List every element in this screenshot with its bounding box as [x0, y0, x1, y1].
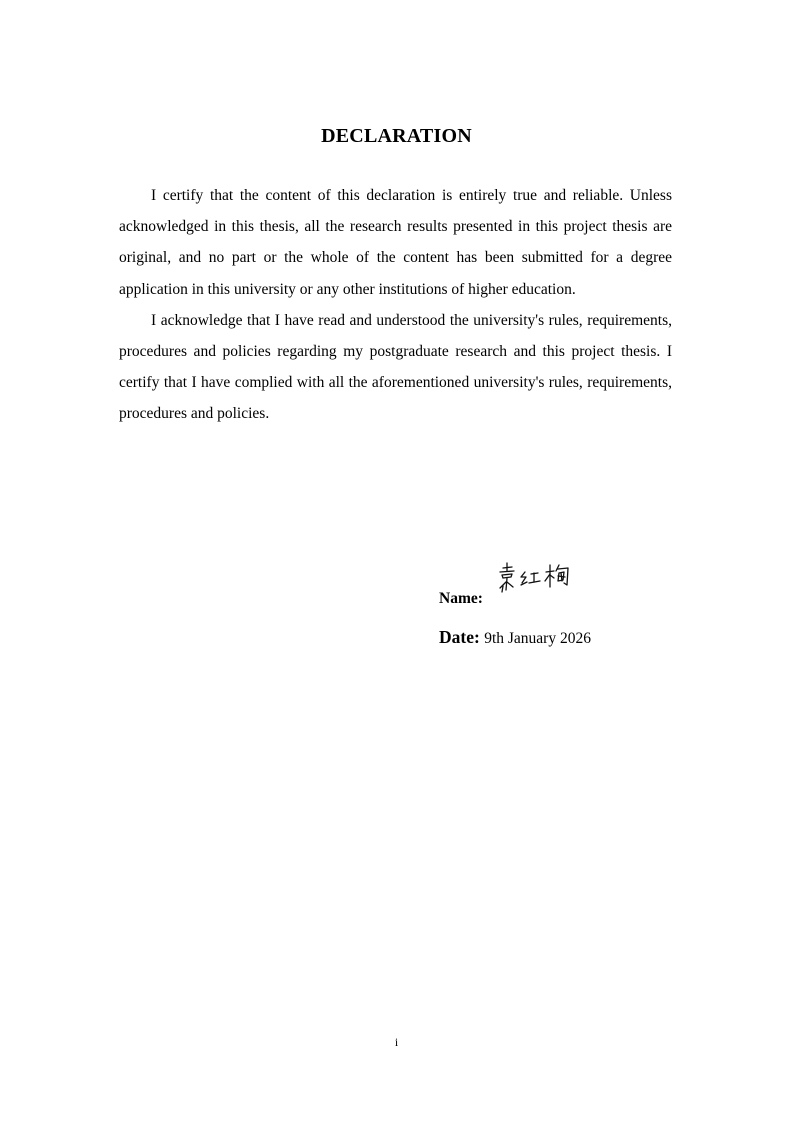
- signature-block: [439, 560, 739, 660]
- declaration-paragraph-1: I certify that the content of this declaration is entirely true and reliable. Unless acknowledged in this thesis, all the research results presented in this project thesis are original, and no part or the whole of the content has been submitted for a degree application in this university or any other institutions of higher education.: [119, 187, 672, 298]
- declaration-paragraph-2: I acknowledge that I have read and understood the university's rules, requirements, procedures and policies regarding my postgraduate research and this project thesis. I certify that I have complied with all the aforementioned university's rules, requirements, procedures and policies.: [119, 311, 672, 423]
- date-label: Date:: [439, 627, 485, 647]
- handwritten-signature: [494, 560, 584, 604]
- name-label: Name:: [439, 590, 483, 607]
- date-row: [439, 627, 591, 648]
- page-number: i: [394, 1035, 399, 1049]
- name-row: [439, 590, 483, 608]
- page-title: DECLARATION: [321, 125, 472, 147]
- declaration-body: [119, 180, 672, 430]
- date-value: 9th January 2026: [484, 630, 591, 647]
